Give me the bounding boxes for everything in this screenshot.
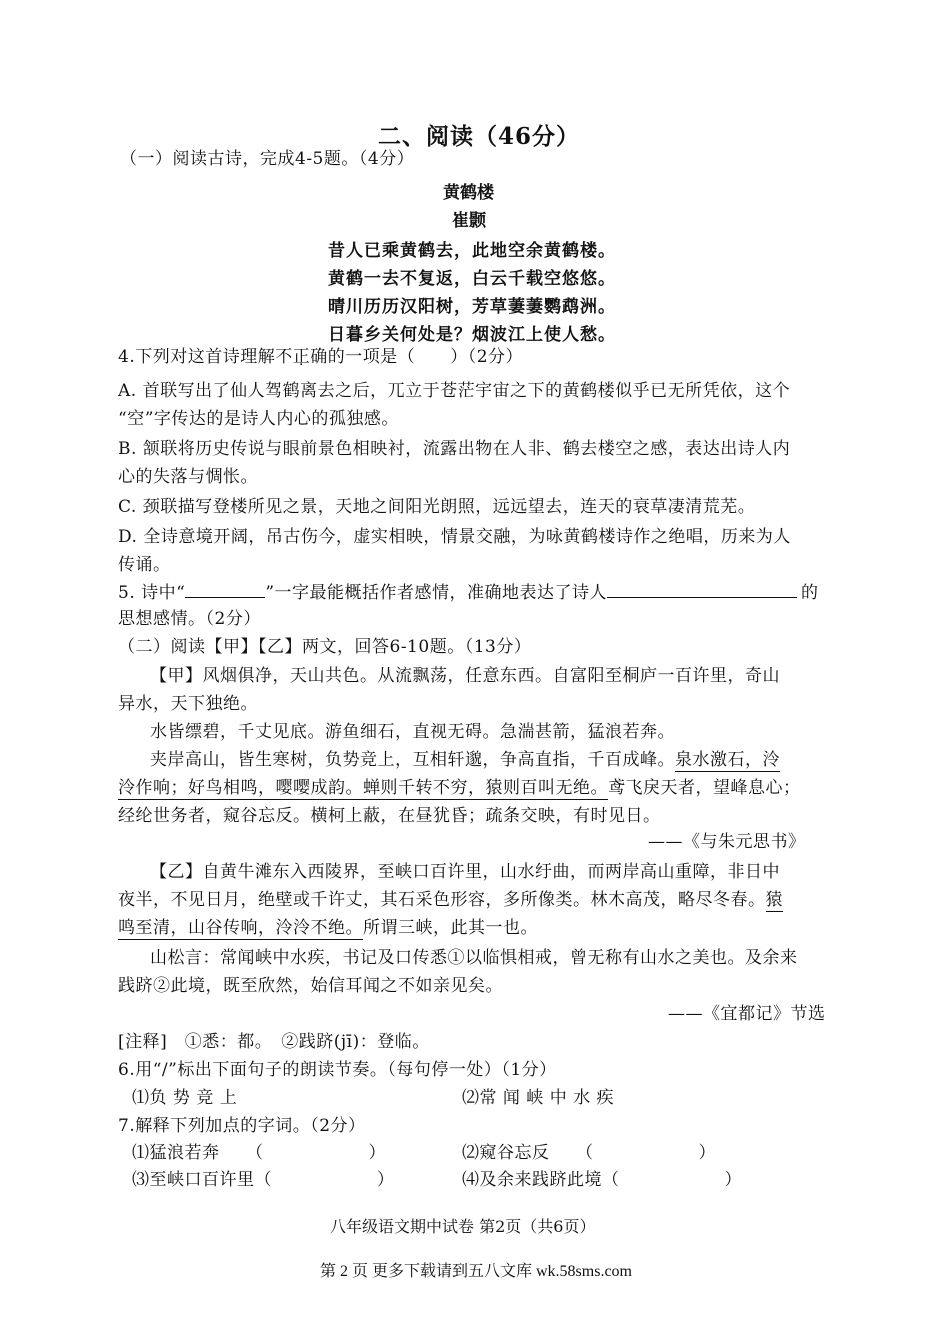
question-4 (118, 349, 523, 366)
yi-line3-text: 所谓三峡，此其一也。 (363, 918, 538, 938)
poem-title: 黄鹤楼 (443, 183, 494, 203)
jia-line4-underlined: 泉水激石，泠 (675, 750, 780, 770)
q4-text-c: 的一项是（ ）（2分） (327, 347, 524, 367)
notes: [注释] ①悉：都。 ②践跻(jī)：登临。 (118, 1032, 430, 1052)
part2-heading: （二）阅读【甲】【乙】两文，回答6-10题。（13分） (118, 637, 532, 657)
option-c: C. 颈联描写登楼所见之景，天地之间阳光朗照，远远望去，连天的衰草凄清荒芜。 (118, 497, 756, 517)
jia-source: ——《与朱元思书》 (648, 832, 806, 852)
jia-line6: 经纶世务者，窥谷忘反。横柯上蔽，在昼犹昏；疏条交映，有时见日。 (118, 806, 661, 826)
option-d-line2: 传诵。 (118, 555, 171, 575)
yi-line3 (118, 920, 538, 937)
q5-text-b: ”一字最能概括作者感情，准确地表达了诗人 (265, 583, 608, 603)
poem-line: 昔人已乘黄鹤去，此地空余黄鹤楼。 (328, 241, 616, 261)
q5-text-a: 5. 诗中“ (118, 583, 186, 603)
question-5-line2: 思想感情。（2分） (118, 609, 261, 629)
option-a-line1: A. 首联写出了仙人驾鹤离去之后，兀立于苍茫宇宙之下的黄鹤楼似乎已无所凭依，这个 (118, 381, 791, 401)
yi-line2-text: 夜半，不见日月，绝壁或千许丈，其石采色形容，多所像类。林木高茂，略尽冬春。 (118, 890, 766, 910)
question-5 (118, 583, 819, 602)
yi-line3-underlined: 鸣至清，山谷传响，泠泠不绝。 (118, 918, 363, 938)
jia-line2: 异水，天下独绝。 (118, 694, 258, 714)
download-footer: 第 2 页 更多下载请到五八文库 wk.58sms.com (320, 1263, 633, 1280)
jia-line5-text: 鸢飞戾天者，望峰息心； (608, 778, 801, 798)
option-d-line1: D. 全诗意境开阔，吊古伤今，虚实相映，情景交融，为咏黄鹤楼诗作之绝唱，历来为人 (118, 527, 791, 547)
q6-item-2: ⑵常 闻 峡 中 水 疾 (462, 1088, 615, 1108)
q7-item-4: ⑷及余来践跻此境（ ） (462, 1170, 742, 1190)
jia-line3: 水皆缥碧，千丈见底。游鱼细石，直视无碍。急湍甚箭，猛浪若奔。 (150, 722, 675, 742)
q7-item-3: ⑶至峡口百许里（ ） (132, 1170, 395, 1190)
q7-item-1: ⑴猛浪若奔 （ ） (132, 1143, 386, 1163)
page-footer: 八年级语文期中试卷 第2页（共6页） (330, 1217, 596, 1236)
jia-line5-underlined: 泠作响；好鸟相鸣，嘤嘤成韵。蝉则千转不穷，猿则百叫无绝。 (118, 778, 608, 798)
yi-line2 (118, 892, 783, 909)
question-7: 7.解释下列加点的字词。（2分） (118, 1116, 366, 1136)
q4-emphasis: 不正确 (275, 347, 328, 367)
part1-heading: （一）阅读古诗，完成4-5题。（4分） (120, 149, 415, 169)
jia-line4-text: 夹岸高山，皆生寒树，负势竞上，互相轩邈，争高直指，千百成峰。 (150, 750, 675, 770)
q5-blank-word (185, 583, 265, 598)
q7-item-2: ⑵窥谷忘反 （ ） (462, 1143, 716, 1163)
yi-line4: 山松言：常闻峡中水疾，书记及口传悉①以临惧相戒，曾无称有山水之美也。及余来 (150, 948, 798, 968)
jia-line1: 【甲】风烟俱净，天山共色。从流飘荡，任意东西。自富阳至桐庐一百许里，奇山 (150, 666, 780, 686)
yi-source: ——《宜都记》节选 (668, 1004, 826, 1024)
jia-line5 (118, 780, 801, 797)
q5-text-c: 的 (801, 583, 819, 603)
yi-line1: 【乙】自黄牛滩东入西陵界，至峡口百许里，山水纡曲，而两岸高山重障，非日中 (150, 862, 780, 882)
poem-line: 晴川历历汉阳树，芳草萋萋鹦鹉洲。 (328, 297, 616, 317)
option-b-line1: B. 颔联将历史传说与眼前景色相映衬，流露出物在人非、鹤去楼空之感，表达出诗人内 (118, 439, 791, 459)
poem-line: 黄鹤一去不复返，白云千载空悠悠。 (328, 269, 616, 289)
section-title: 二、阅读（46分） (378, 123, 581, 150)
yi-line5: 践跻②此境，既至欣然，始信耳闻之不如亲见矣。 (118, 976, 503, 996)
yi-line2-underlined: 猿 (765, 890, 783, 910)
question-6: 6.用“/”标出下面句子的朗读节奏。（每句停一处）（1分） (118, 1060, 557, 1080)
poem-author: 崔颢 (452, 211, 486, 231)
option-a-line2: “空”字传达的是诗人内心的孤独感。 (118, 409, 399, 429)
q6-item-1: ⑴负 势 竞 上 (132, 1088, 238, 1108)
q5-blank-feeling (607, 583, 797, 598)
q4-text-a: 4.下列对这首诗理解 (118, 347, 276, 367)
poem-line: 日暮乡关何处是？烟波江上使人愁。 (328, 325, 616, 345)
option-b-line2: 心的失落与惆怅。 (118, 467, 258, 487)
jia-line4 (150, 752, 780, 769)
